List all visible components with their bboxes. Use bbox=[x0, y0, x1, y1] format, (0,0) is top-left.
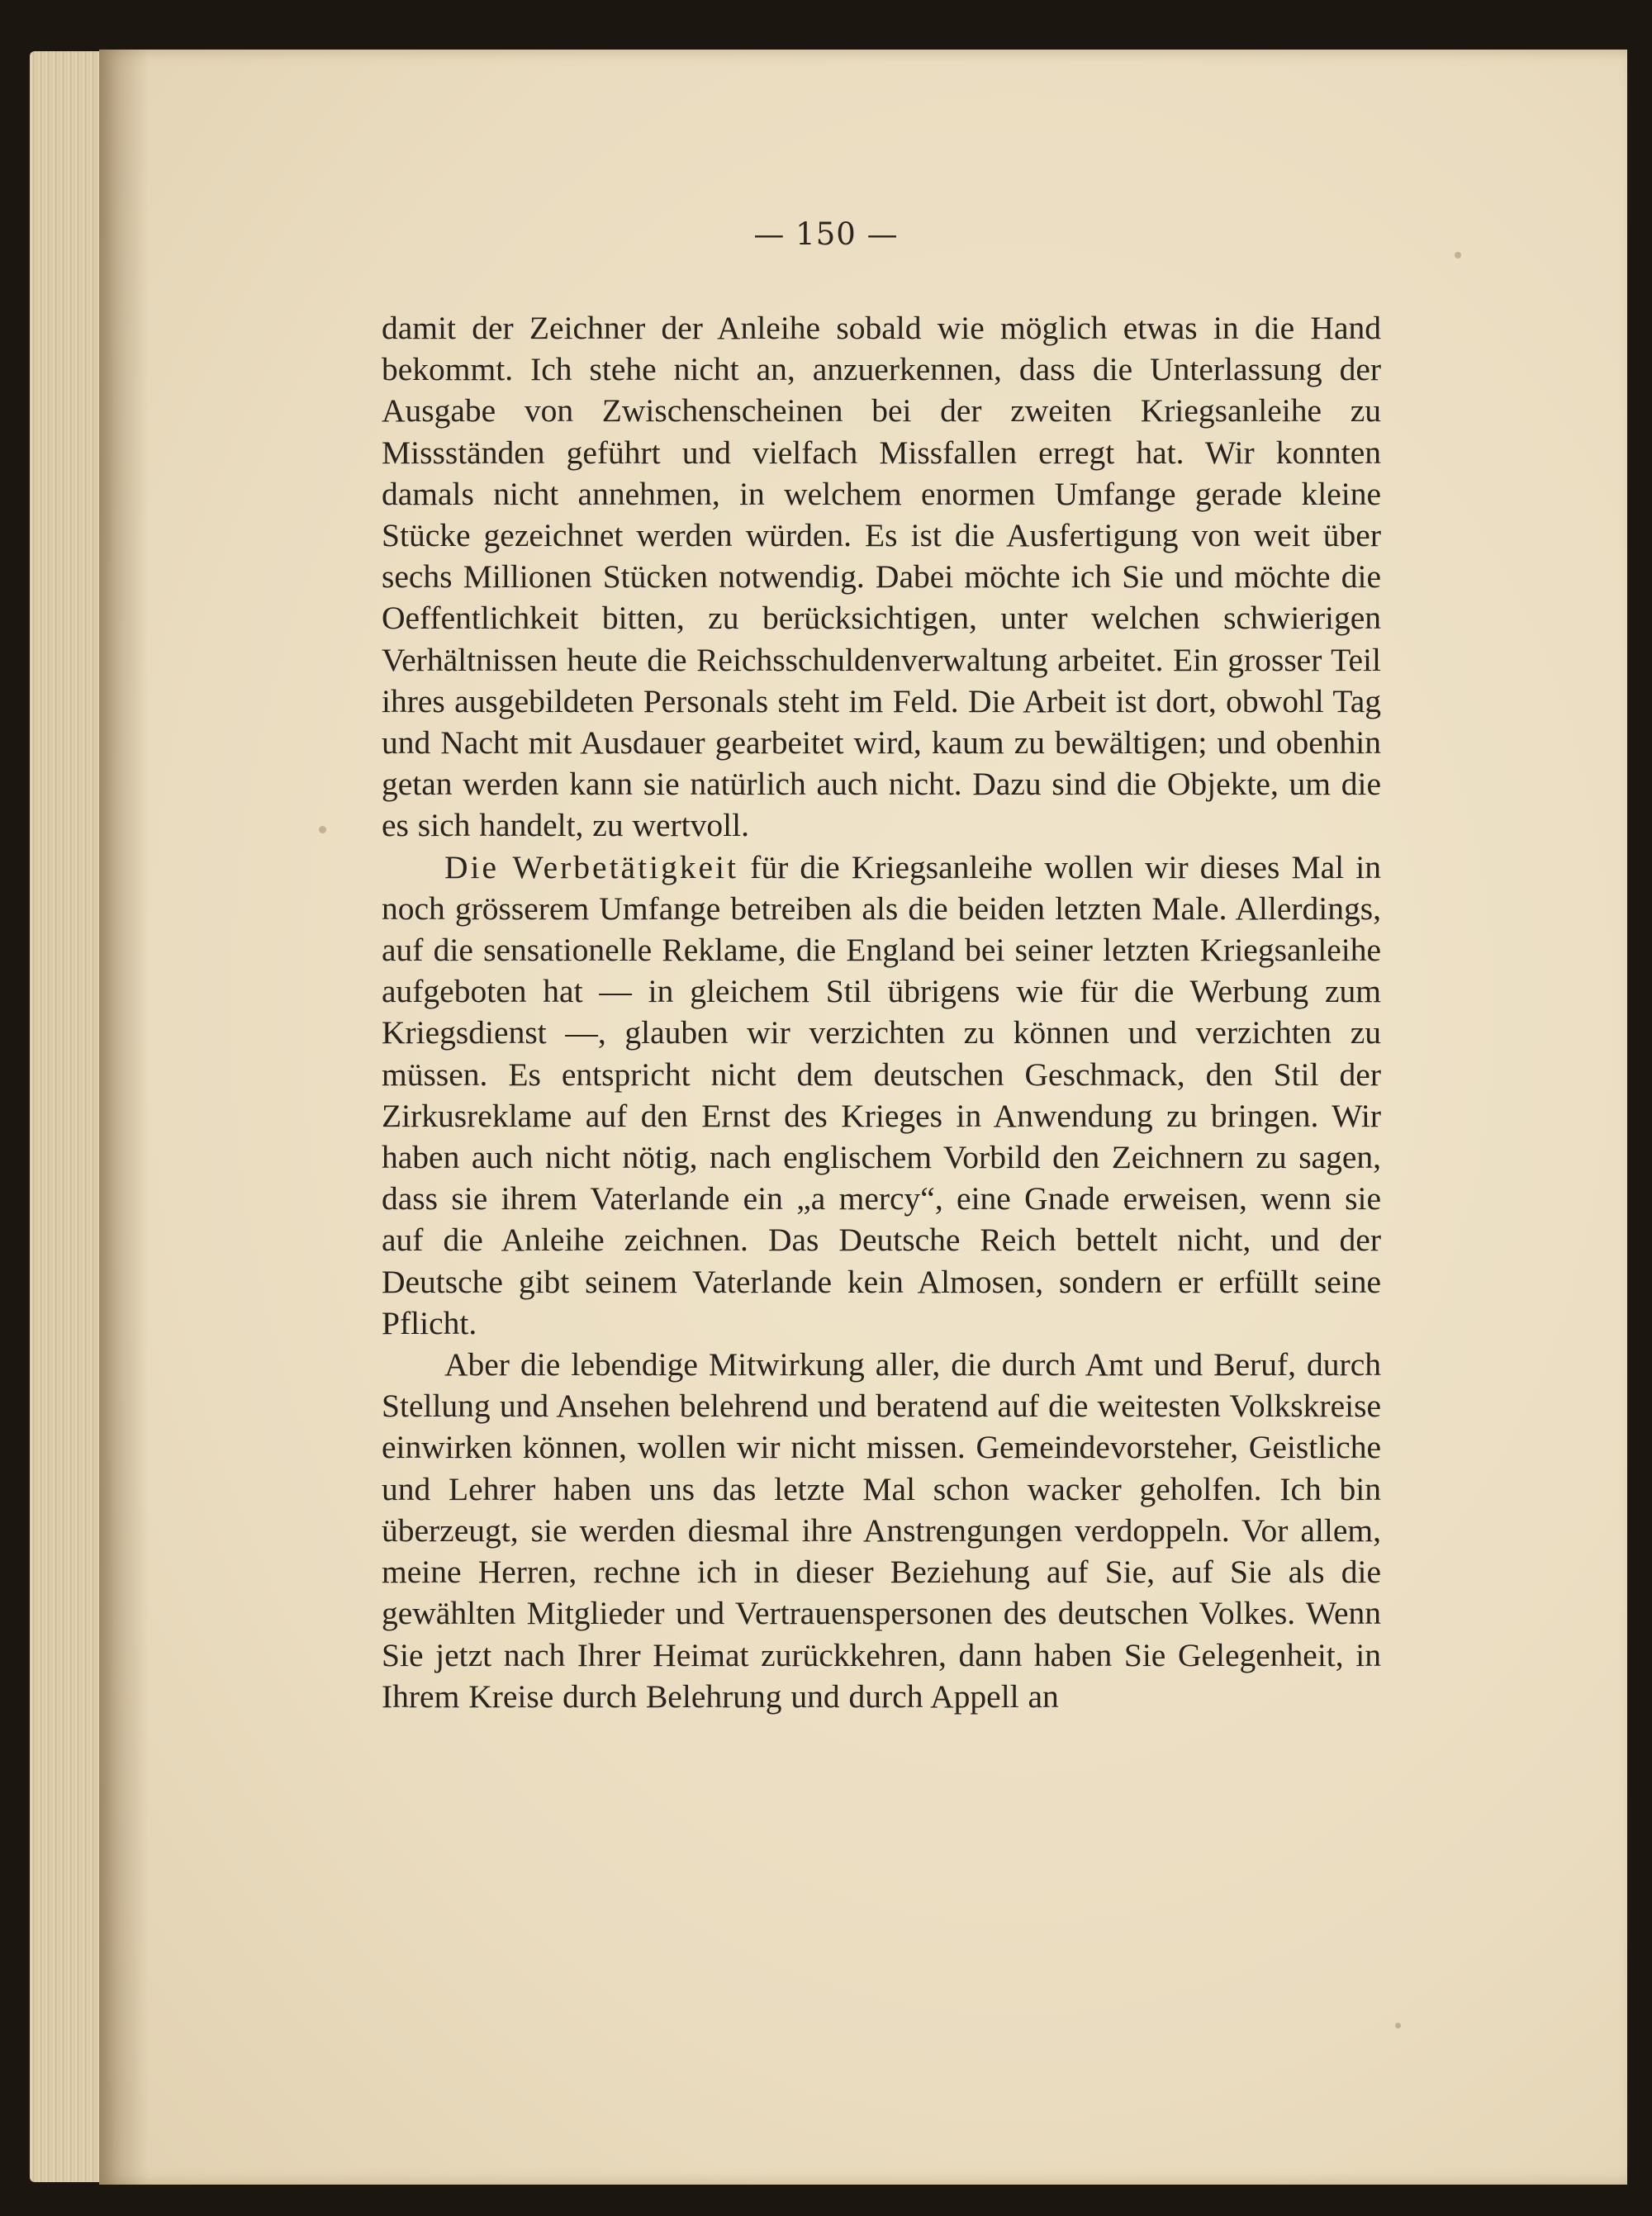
paragraph-1: damit der Zeichner der Anleihe sobald wie möglich etwas in die Hand bekommt. Ich stehe nicht an, anzuerkennen, dass die Unterlassung der Ausgabe von Zwischenscheinen bei der zweiten Kriegsanleihe zu Missständen geführt und vielfach Missfallen erregt hat. Wir konnten damals nicht annehmen, in welchem enormen Umfange gerade kleine Stücke gezeichnet werden würden. Es ist die Ausfertigung von weit über sechs Millionen Stücken notwendig. Dabei möchte ich Sie und möchte die Oeffentlichkeit bitten, zu berücksichtigen, unter welchen schwierigen Verhältnissen heute die Reichsschuldenverwaltung arbeitet. Ein grosser Teil ihres ausgebildeten Personals steht im Feld. Die Arbeit ist dort, obwohl Tag und Nacht mit Ausdauer gearbeitet wird, kaum zu bewältigen; und obenhin getan werden kann sie natürlich auch nicht. Dazu sind die Objekte, um die es sich handelt, zu wertvoll. bbox=[382, 310, 1381, 844]
paragraph-2 bbox=[382, 847, 1381, 1344]
paper-speck bbox=[319, 826, 326, 833]
gutter-shadow bbox=[99, 50, 149, 2185]
paper-speck bbox=[1455, 252, 1461, 259]
paragraph-2-text: für die Kriegsanleihe wollen wir dieses Mal in noch grösserem Umfange betreiben als die beiden letzten Male. Allerdings, auf die sensationelle Reklame, die England bei seiner letzten Kriegsanleihe aufgeboten hat — in gleichem Stil übrigens wie für die Werbung zum Kriegsdienst —, glauben wir verzichten zu können und verzichten zu müssen. Es entspricht nicht dem deutschen Geschmack, den Stil der Zirkusreklame auf den Ernst des Krieges in Anwendung zu bringen. Wir haben auch nicht nötig, nach englischem Vorbild den Zeichnern zu sagen, dass sie ihrem Vaterlande ein „a mercy“, eine Gnade erweisen, wenn sie auf die Anleihe zeichnen. Das Deutsche Reich bettelt nicht, und der Deutsche gibt seinem Vaterlande kein Almosen, sondern er erfüllt seine Pflicht. bbox=[382, 848, 1382, 1341]
paragraph-2-lead: Die Werbetätigkeit bbox=[444, 848, 739, 885]
page-number: — 150 — bbox=[753, 216, 899, 252]
body-text bbox=[382, 307, 1381, 1717]
paragraph-3: Aber die lebendige Mitwirkung aller, die durch Amt und Beruf, durch Stellung und Ansehen belehrend und beratend auf die weitesten Volkskreise einwirken können, wollen wir nicht missen. Gemeindevorsteher, Geistliche und Lehrer haben uns das letzte Mal schon wacker geholfen. Ich bin überzeugt, sie werden diesmal ihre Anstrengungen verdoppeln. Vor allem, meine Herren, rechne ich in dieser Beziehung auf Sie, auf Sie als die gewählten Mitglieder und Vertrauenspersonen des deutschen Volkes. Wenn Sie jetzt nach Ihrer Heimat zurückkehren, dann haben Sie Gelegenheit, in Ihrem Kreise durch Belehrung und durch Appell an bbox=[382, 1346, 1381, 1715]
paper-speck bbox=[1395, 2023, 1401, 2029]
